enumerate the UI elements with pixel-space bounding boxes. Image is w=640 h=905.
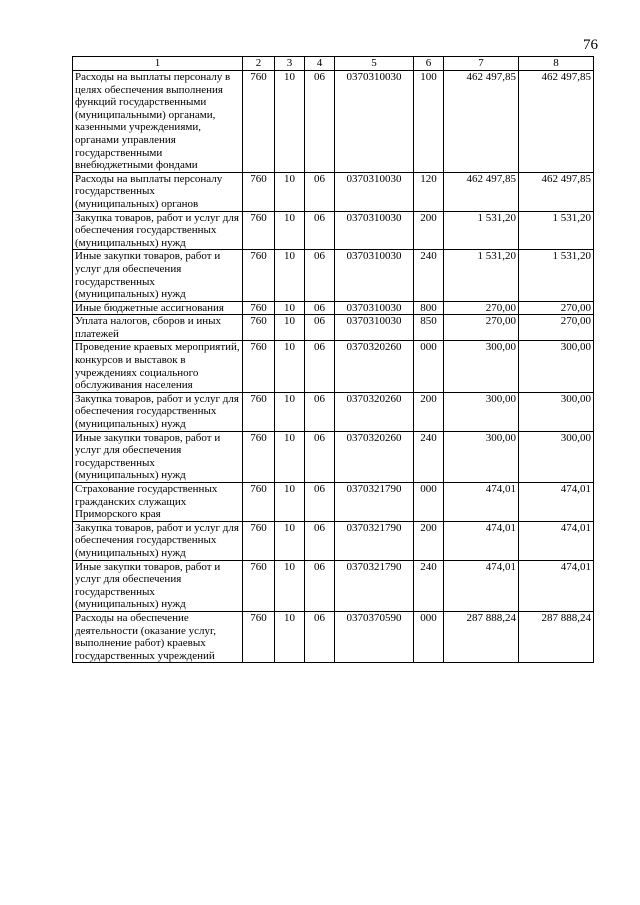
row-section: 10 xyxy=(275,172,305,211)
row-ministry-code: 760 xyxy=(243,521,275,560)
row-section: 10 xyxy=(275,611,305,662)
row-expense-type: 240 xyxy=(414,560,444,611)
row-target-article: 0370310030 xyxy=(335,211,414,250)
row-section: 10 xyxy=(275,71,305,173)
row-target-article: 0370321790 xyxy=(335,521,414,560)
row-section: 10 xyxy=(275,521,305,560)
row-target-article: 0370321790 xyxy=(335,560,414,611)
row-amount-col8: 270,00 xyxy=(519,315,594,341)
row-expense-type: 850 xyxy=(414,315,444,341)
row-ministry-code: 760 xyxy=(243,211,275,250)
row-target-article: 0370310030 xyxy=(335,315,414,341)
row-name: Иные бюджетные ассигнования xyxy=(73,301,243,315)
row-name: Иные закупки товаров, работ и услуг для обеспечения государственных (муниципальных) нужд xyxy=(73,431,243,482)
row-ministry-code: 760 xyxy=(243,250,275,301)
row-name: Иные закупки товаров, работ и услуг для обеспечения государственных (муниципальных) нужд xyxy=(73,250,243,301)
column-header: 7 xyxy=(444,57,519,71)
row-expense-type: 100 xyxy=(414,71,444,173)
row-name: Закупка товаров, работ и услуг для обеспечения государственных (муниципальных) нужд xyxy=(73,211,243,250)
column-header: 4 xyxy=(305,57,335,71)
row-target-article: 0370320260 xyxy=(335,392,414,431)
column-header: 1 xyxy=(73,57,243,71)
row-amount-col8: 300,00 xyxy=(519,392,594,431)
row-ministry-code: 760 xyxy=(243,483,275,522)
table-row xyxy=(73,560,594,611)
page-number: 76 xyxy=(583,37,598,53)
row-amount-col7: 300,00 xyxy=(444,392,519,431)
row-amount-col8: 300,00 xyxy=(519,341,594,392)
column-header: 3 xyxy=(275,57,305,71)
row-target-article: 0370321790 xyxy=(335,483,414,522)
row-amount-col8: 474,01 xyxy=(519,560,594,611)
row-name: Закупка товаров, работ и услуг для обеспечения государственных (муниципальных) нужд xyxy=(73,521,243,560)
row-amount-col7: 300,00 xyxy=(444,431,519,482)
row-section: 10 xyxy=(275,560,305,611)
row-amount-col7: 270,00 xyxy=(444,301,519,315)
column-header: 8 xyxy=(519,57,594,71)
row-section: 10 xyxy=(275,431,305,482)
row-amount-col8: 1 531,20 xyxy=(519,250,594,301)
row-subsection: 06 xyxy=(305,521,335,560)
row-expense-type: 800 xyxy=(414,301,444,315)
table-row xyxy=(73,315,594,341)
row-section: 10 xyxy=(275,341,305,392)
row-amount-col8: 287 888,24 xyxy=(519,611,594,662)
table-row xyxy=(73,71,594,173)
row-amount-col8: 474,01 xyxy=(519,483,594,522)
row-amount-col8: 300,00 xyxy=(519,431,594,482)
row-subsection: 06 xyxy=(305,392,335,431)
row-target-article: 0370320260 xyxy=(335,341,414,392)
row-target-article: 0370320260 xyxy=(335,431,414,482)
table-row xyxy=(73,483,594,522)
row-name: Расходы на выплаты персоналу в целях обеспечения выполнения функций государственными (муниципальными) органами, казенными учреждениями, органами управления государственными внебюджетными фондами xyxy=(73,71,243,173)
row-section: 10 xyxy=(275,211,305,250)
row-subsection: 06 xyxy=(305,611,335,662)
row-expense-type: 120 xyxy=(414,172,444,211)
row-ministry-code: 760 xyxy=(243,172,275,211)
table-row xyxy=(73,341,594,392)
table-row xyxy=(73,611,594,662)
row-expense-type: 240 xyxy=(414,250,444,301)
row-amount-col7: 300,00 xyxy=(444,341,519,392)
row-subsection: 06 xyxy=(305,250,335,301)
row-subsection: 06 xyxy=(305,172,335,211)
row-expense-type: 200 xyxy=(414,211,444,250)
row-expense-type: 200 xyxy=(414,521,444,560)
table-row xyxy=(73,431,594,482)
row-ministry-code: 760 xyxy=(243,71,275,173)
row-ministry-code: 760 xyxy=(243,560,275,611)
row-expense-type: 000 xyxy=(414,341,444,392)
row-section: 10 xyxy=(275,315,305,341)
row-subsection: 06 xyxy=(305,341,335,392)
row-amount-col7: 474,01 xyxy=(444,560,519,611)
row-ministry-code: 760 xyxy=(243,431,275,482)
row-expense-type: 200 xyxy=(414,392,444,431)
row-subsection: 06 xyxy=(305,301,335,315)
table-body xyxy=(73,71,594,663)
row-amount-col7: 474,01 xyxy=(444,483,519,522)
row-amount-col8: 462 497,85 xyxy=(519,71,594,173)
row-ministry-code: 760 xyxy=(243,315,275,341)
row-ministry-code: 760 xyxy=(243,341,275,392)
row-amount-col7: 474,01 xyxy=(444,521,519,560)
row-subsection: 06 xyxy=(305,211,335,250)
row-amount-col7: 270,00 xyxy=(444,315,519,341)
row-section: 10 xyxy=(275,250,305,301)
row-amount-col8: 474,01 xyxy=(519,521,594,560)
row-name: Закупка товаров, работ и услуг для обеспечения государственных (муниципальных) нужд xyxy=(73,392,243,431)
table-row xyxy=(73,301,594,315)
row-name: Расходы на обеспечение деятельности (оказание услуг, выполнение работ) краевых государственных учреждений xyxy=(73,611,243,662)
row-ministry-code: 760 xyxy=(243,301,275,315)
row-section: 10 xyxy=(275,392,305,431)
row-amount-col7: 462 497,85 xyxy=(444,172,519,211)
row-target-article: 0370370590 xyxy=(335,611,414,662)
header-row xyxy=(73,57,594,71)
row-amount-col7: 287 888,24 xyxy=(444,611,519,662)
row-subsection: 06 xyxy=(305,315,335,341)
table-row xyxy=(73,172,594,211)
row-name: Уплата налогов, сборов и иных платежей xyxy=(73,315,243,341)
row-target-article: 0370310030 xyxy=(335,250,414,301)
row-subsection: 06 xyxy=(305,560,335,611)
table-row xyxy=(73,250,594,301)
table-row xyxy=(73,392,594,431)
row-expense-type: 000 xyxy=(414,611,444,662)
row-target-article: 0370310030 xyxy=(335,301,414,315)
row-name: Страхование государственных гражданских служащих Приморского края xyxy=(73,483,243,522)
budget-table xyxy=(72,56,594,663)
row-amount-col7: 1 531,20 xyxy=(444,250,519,301)
row-subsection: 06 xyxy=(305,431,335,482)
row-ministry-code: 760 xyxy=(243,611,275,662)
column-header: 6 xyxy=(414,57,444,71)
row-expense-type: 000 xyxy=(414,483,444,522)
column-header: 2 xyxy=(243,57,275,71)
row-subsection: 06 xyxy=(305,483,335,522)
row-amount-col7: 1 531,20 xyxy=(444,211,519,250)
row-expense-type: 240 xyxy=(414,431,444,482)
column-header: 5 xyxy=(335,57,414,71)
row-target-article: 0370310030 xyxy=(335,71,414,173)
row-section: 10 xyxy=(275,301,305,315)
row-amount-col8: 270,00 xyxy=(519,301,594,315)
table-row xyxy=(73,521,594,560)
row-ministry-code: 760 xyxy=(243,392,275,431)
row-subsection: 06 xyxy=(305,71,335,173)
row-name: Иные закупки товаров, работ и услуг для обеспечения государственных (муниципальных) нужд xyxy=(73,560,243,611)
row-amount-col8: 462 497,85 xyxy=(519,172,594,211)
row-name: Проведение краевых мероприятий, конкурсов и выставок в учреждениях социального обслуживания населения xyxy=(73,341,243,392)
row-section: 10 xyxy=(275,483,305,522)
table-row xyxy=(73,211,594,250)
row-amount-col8: 1 531,20 xyxy=(519,211,594,250)
row-target-article: 0370310030 xyxy=(335,172,414,211)
row-amount-col7: 462 497,85 xyxy=(444,71,519,173)
row-name: Расходы на выплаты персоналу государственных (муниципальных) органов xyxy=(73,172,243,211)
